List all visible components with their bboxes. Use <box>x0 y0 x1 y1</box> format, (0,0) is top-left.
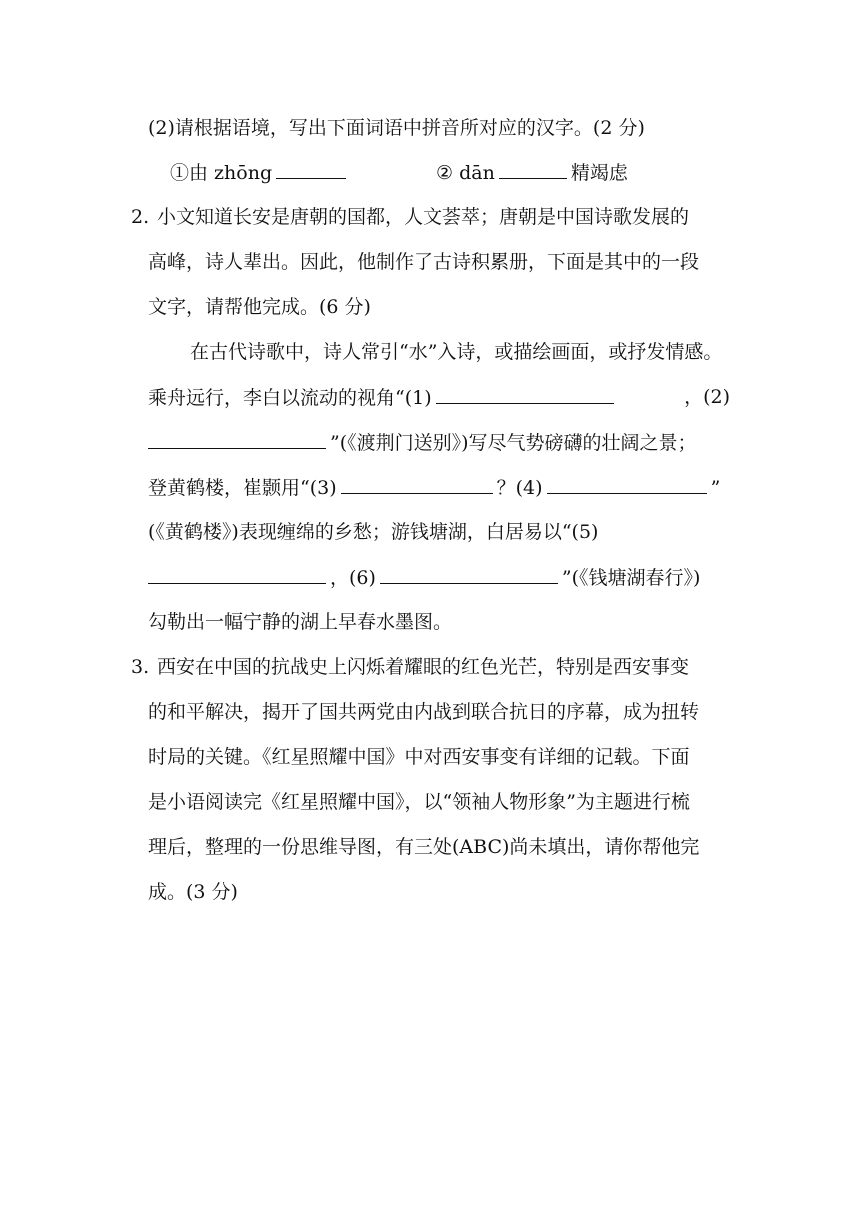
passage-l2a: 乘舟远行，李白以流动的视角“(1) <box>148 387 432 409</box>
blank-6[interactable] <box>380 561 558 584</box>
q3-line1: 西安在中国的抗战史上闪烁着耀眼的红色光芒，特别是西安事变 <box>157 656 690 678</box>
q2-row1 <box>0 201 860 233</box>
blank-1[interactable] <box>436 381 614 404</box>
passage-l4b: ？(4) <box>496 477 543 499</box>
q1-item2-prefix: ② dān <box>436 162 495 184</box>
q3-row1 <box>0 651 860 683</box>
q1-item2-suffix: 精竭虑 <box>570 162 628 184</box>
blank-4[interactable] <box>547 471 707 494</box>
q3-line3: 时局的关键。《红星照耀中国》中对西安事变有详细的记载。下面 <box>148 746 690 768</box>
q3-line5: 理后，整理的一份思维导图，有三处(ABC)尚未填出，请你帮他完 <box>148 836 700 858</box>
passage-l6b: ”(《钱塘湖春行》) <box>561 567 701 589</box>
passage-line5: (《黄鹤楼》)表现缠绵的乡愁；游钱塘湖，白居易以“(5) <box>148 521 599 543</box>
q2-line2: 高峰，诗人辈出。因此，他制作了古诗积累册，下面是其中的一段 <box>148 251 700 273</box>
passage-line6 <box>148 561 860 593</box>
q2-line1: 小文知道长安是唐朝的国都，人文荟萃；唐朝是中国诗歌发展的 <box>157 206 690 228</box>
passage-l3: ”(《渡荆门送别》)写尽气势磅礴的壮阔之景； <box>330 432 697 454</box>
passage-line7: 勾勒出一幅宁静的湖上早春水墨图。 <box>148 611 453 633</box>
passage-line4 <box>148 471 860 503</box>
q1-sub2-prompt: (2)请根据语境，写出下面词语中拼音所对应的汉字。(2 分) <box>148 117 645 139</box>
passage-l2b: ，(2) <box>684 386 730 408</box>
passage-l4c: ” <box>710 477 721 499</box>
q1-sub2-item2 <box>436 156 860 188</box>
passage-line1: 在古代诗歌中，诗人常引“水”入诗，或描绘画面，或抒发情感。 <box>190 341 723 363</box>
passage-l4a: 登黄鹤楼，崔颢用“(3) <box>148 477 337 499</box>
passage-line3 <box>148 426 860 458</box>
passage-l6a: ，(6) <box>330 567 376 589</box>
q2-number: 2. <box>131 206 150 228</box>
q1-item1-prefix: ①由 zhōng <box>170 162 273 184</box>
blank-5[interactable] <box>148 561 326 584</box>
q3-line2: 的和平解决，揭开了国共两党由内战到联合抗日的序幕，成为扭转 <box>148 701 700 723</box>
q3-number: 3. <box>131 656 150 678</box>
blank-3[interactable] <box>341 471 493 494</box>
blank-2[interactable] <box>148 426 326 449</box>
q3-line4: 是小语阅读完《红星照耀中国》，以“领袖人物形象”为主题进行梳 <box>148 791 690 813</box>
q2-line3: 文字，请帮他完成。(6 分) <box>148 296 371 318</box>
passage-line2 <box>148 381 730 413</box>
q3-line6: 成。(3 分) <box>148 881 238 903</box>
q1-item2-blank[interactable] <box>499 156 567 179</box>
q1-item1-blank[interactable] <box>276 156 346 179</box>
